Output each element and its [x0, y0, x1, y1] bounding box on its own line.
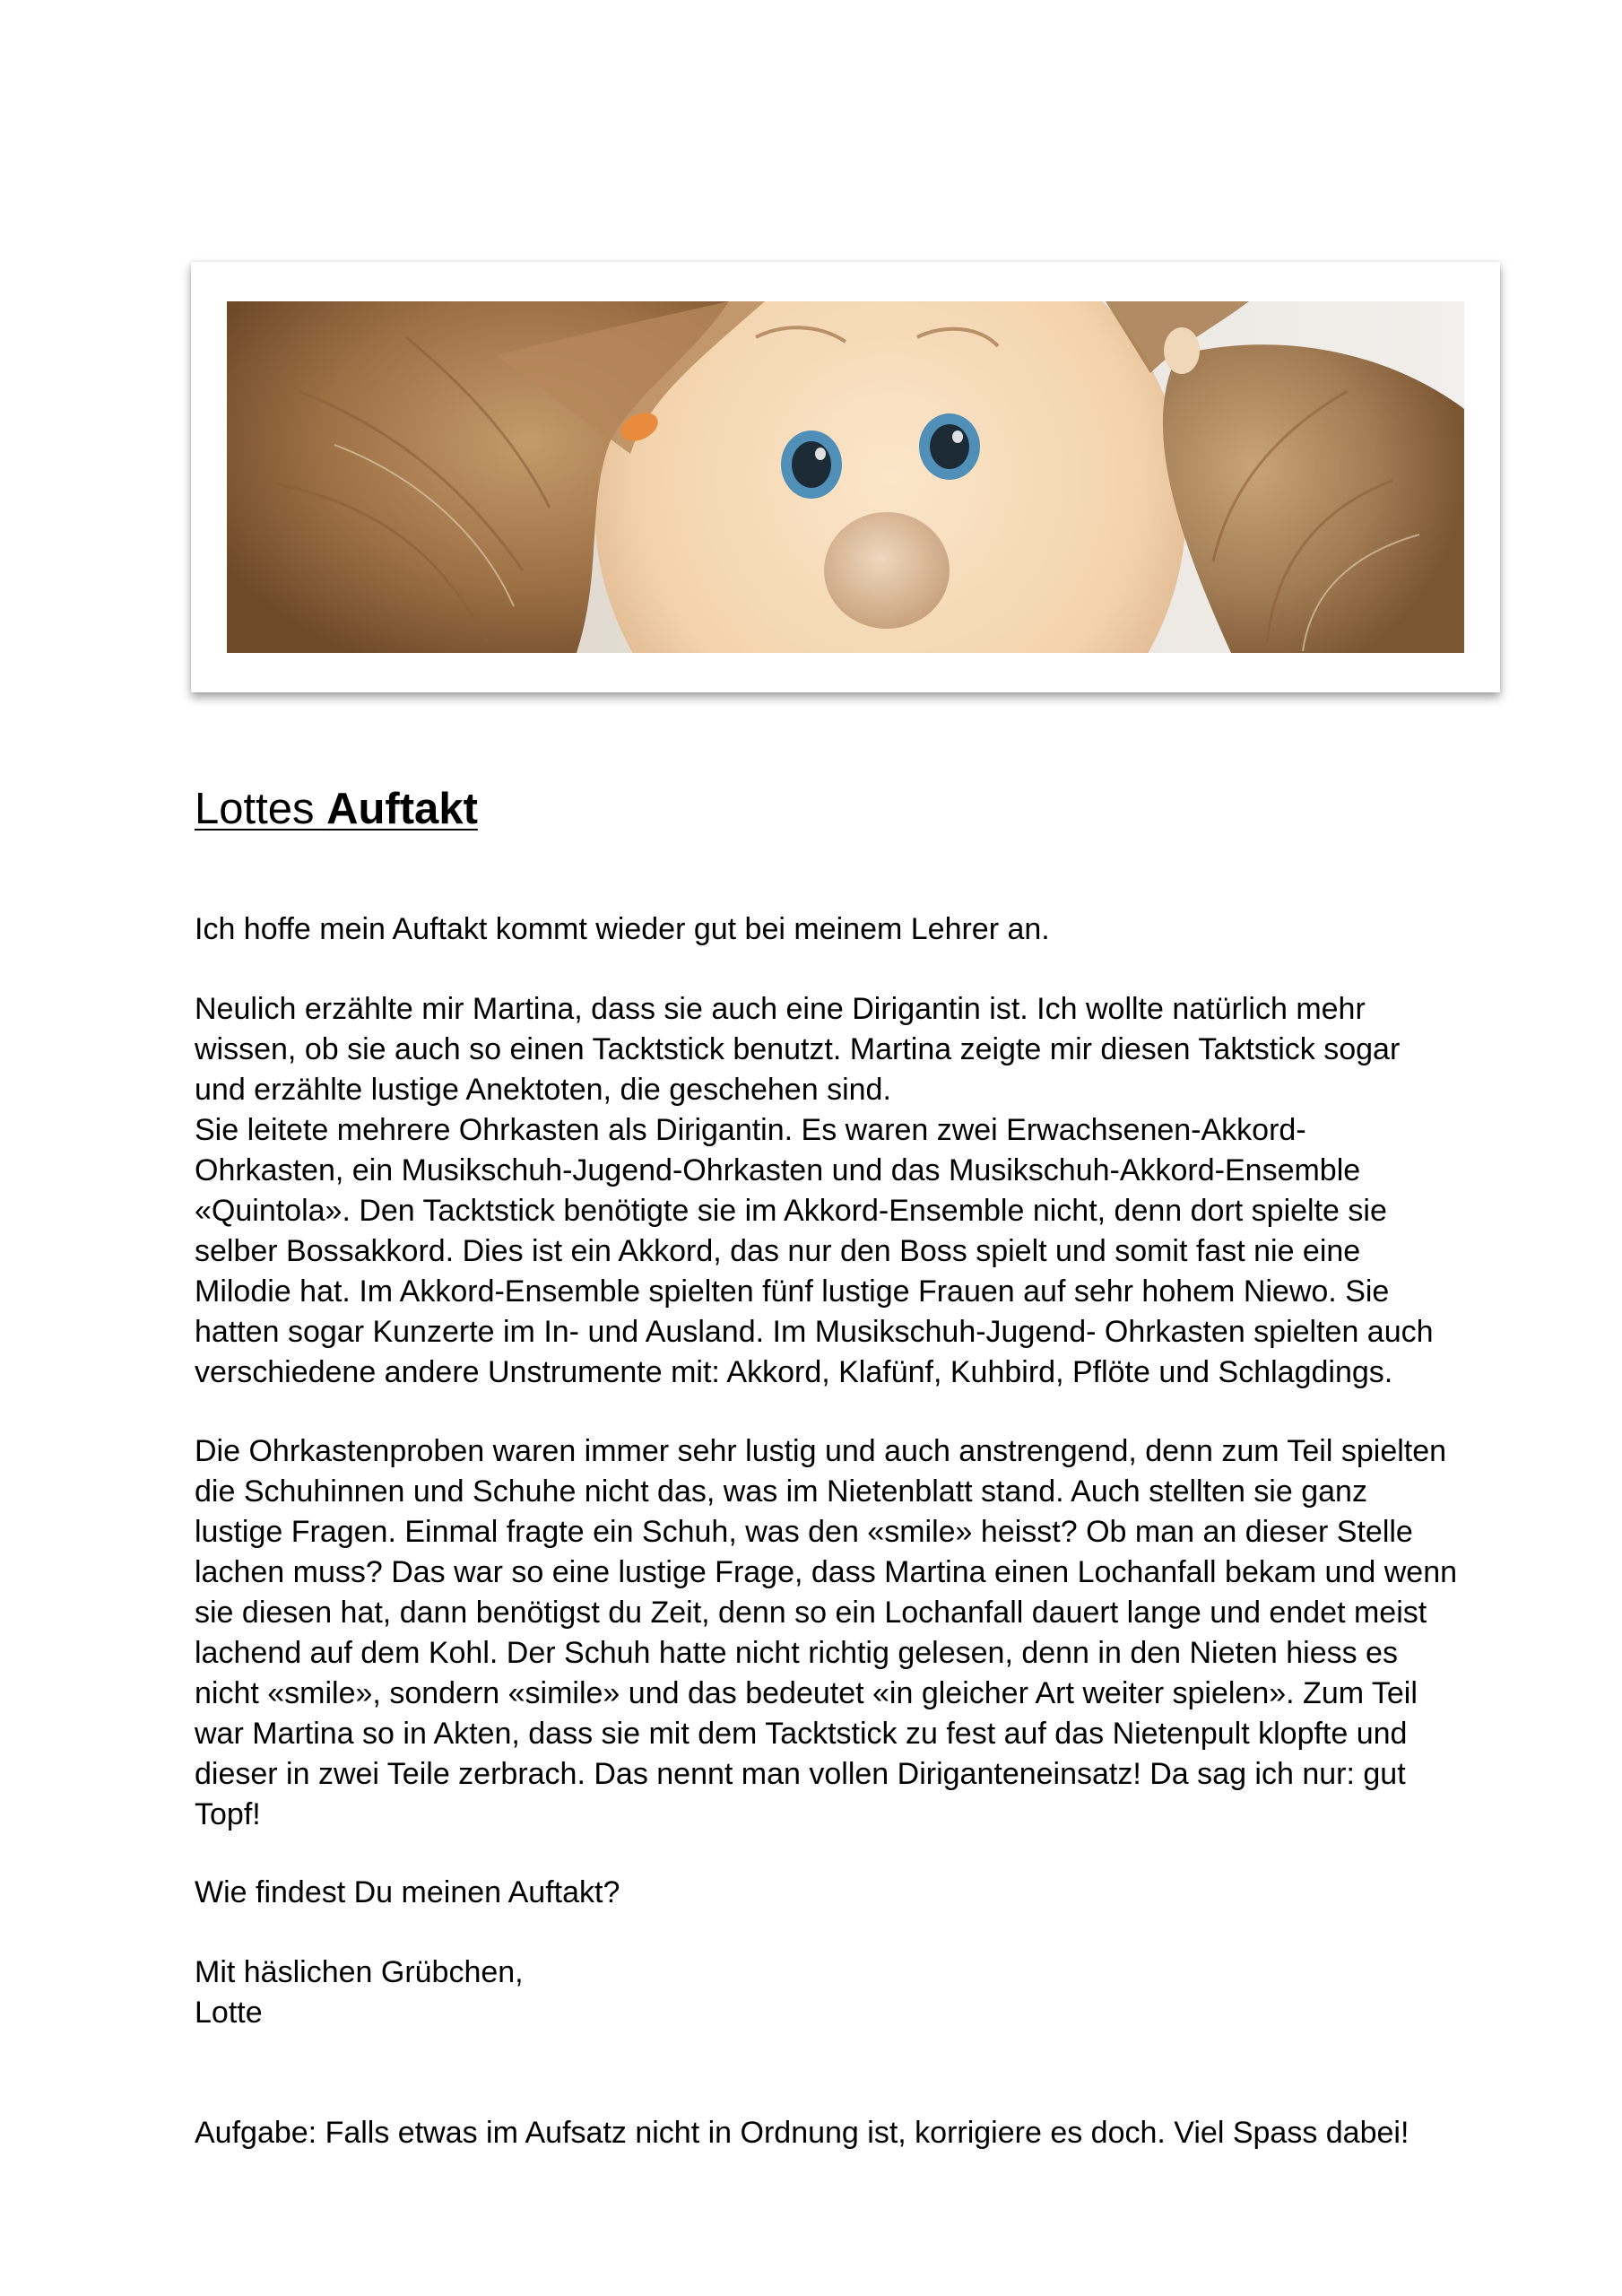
paragraph-line: dieser in zwei Teile zerbrach. Das nennt man vollen Diriganteneinsatz! Da sag ich nur: gut: [195, 1757, 1406, 1791]
task-paragraph: [195, 2113, 1450, 2153]
paragraph-line: war Martina so in Akten, dass sie mit dem Tacktstick zu fest auf das Nietenpult klopfte und: [195, 1717, 1408, 1751]
paragraph-line: wissen, ob sie auch so einen Tacktstick benutzt. Martina zeigte mir diesen Taktstick sogar: [195, 1032, 1401, 1066]
closing-block: [195, 1952, 1450, 2033]
paragraph-line: Ohrkasten, ein Musikschuh-Jugend-Ohrkasten und das Musikschuh-Akkord-Ensemble: [195, 1153, 1361, 1187]
puppet-face-image: [227, 301, 1464, 653]
question-paragraph: [195, 1873, 1450, 1913]
paragraph-line: verschiedene andere Unstrumente mit: Akkord, Klafünf, Kuhbird, Pflöte und Schlagdings.: [195, 1355, 1393, 1389]
header-photo-frame: [191, 262, 1500, 692]
paragraph-2: [195, 1431, 1458, 1835]
paragraph-line: selber Bossakkord. Dies ist ein Akkord, das nur den Boss spielt und somit fast nie eine: [195, 1234, 1361, 1268]
paragraph-line: lustige Fragen. Einmal fragte ein Schuh, was den «smile» heisst? Ob man an dieser Stelle: [195, 1515, 1413, 1549]
page-title: [195, 782, 478, 836]
paragraph-line: Sie leitete mehrere Ohrkasten als Dirigantin. Es waren zwei Erwachsenen-Akkord-: [195, 1113, 1306, 1147]
paragraph-line: Milodie hat. Im Akkord-Ensemble spielten fünf lustige Frauen auf sehr hohem Niewo. Sie: [195, 1274, 1390, 1309]
intro-text: Ich hoffe mein Auftakt kommt wieder gut bei meinem Lehrer an.: [195, 912, 1050, 946]
puppet-photo: [227, 301, 1464, 653]
paragraph-line: und erzählte lustige Anektoten, die geschehen sind.: [195, 1073, 891, 1107]
signature-text: Lotte: [195, 1996, 263, 2030]
closing-text: Mit häslichen Grübchen,: [195, 1955, 524, 1989]
paragraph-line: Topf!: [195, 1797, 261, 1831]
paragraph-line: nicht «smile», sondern «simile» und das bedeutet «in gleicher Art weiter spielen». Zum Teil: [195, 1676, 1418, 1710]
paragraph-line: «Quintola». Den Tacktstick benötigte sie im Akkord-Ensemble nicht, denn dort spielte sie: [195, 1194, 1387, 1228]
paragraph-line: lachen muss? Das war so eine lustige Frage, dass Martina einen Lochanfall bekam und wenn: [195, 1555, 1458, 1589]
question-text: Wie findest Du meinen Auftakt?: [195, 1875, 620, 1909]
paragraph-line: Neulich erzählte mir Martina, dass sie auch eine Dirigantin ist. Ich wollte natürlich mehr: [195, 992, 1366, 1026]
task-text: Aufgabe: Falls etwas im Aufsatz nicht in Ordnung ist, korrigiere es doch. Viel Spass dabei!: [195, 2116, 1409, 2150]
title-text: Lottes: [195, 785, 327, 833]
paragraph-line: die Schuhinnen und Schuhe nicht das, was im Nietenblatt stand. Auch stellten sie ganz: [195, 1474, 1367, 1509]
title-bold-text: Auftakt: [326, 785, 478, 833]
paragraph-line: hatten sogar Kunzerte im In- und Ausland. Im Musikschuh-Jugend- Ohrkasten spielten auch: [195, 1315, 1434, 1349]
paragraph-line: lachend auf dem Kohl. Der Schuh hatte nicht richtig gelesen, denn in den Nieten hiess es: [195, 1636, 1398, 1670]
intro-paragraph: [195, 909, 1450, 950]
paragraph-line: sie diesen hat, dann benötigst du Zeit, denn so ein Lochanfall dauert lange und endet meist: [195, 1596, 1427, 1630]
paragraph-1: [195, 989, 1450, 1393]
paragraph-line: Die Ohrkastenproben waren immer sehr lustig und auch anstrengend, denn zum Teil spielten: [195, 1434, 1447, 1468]
